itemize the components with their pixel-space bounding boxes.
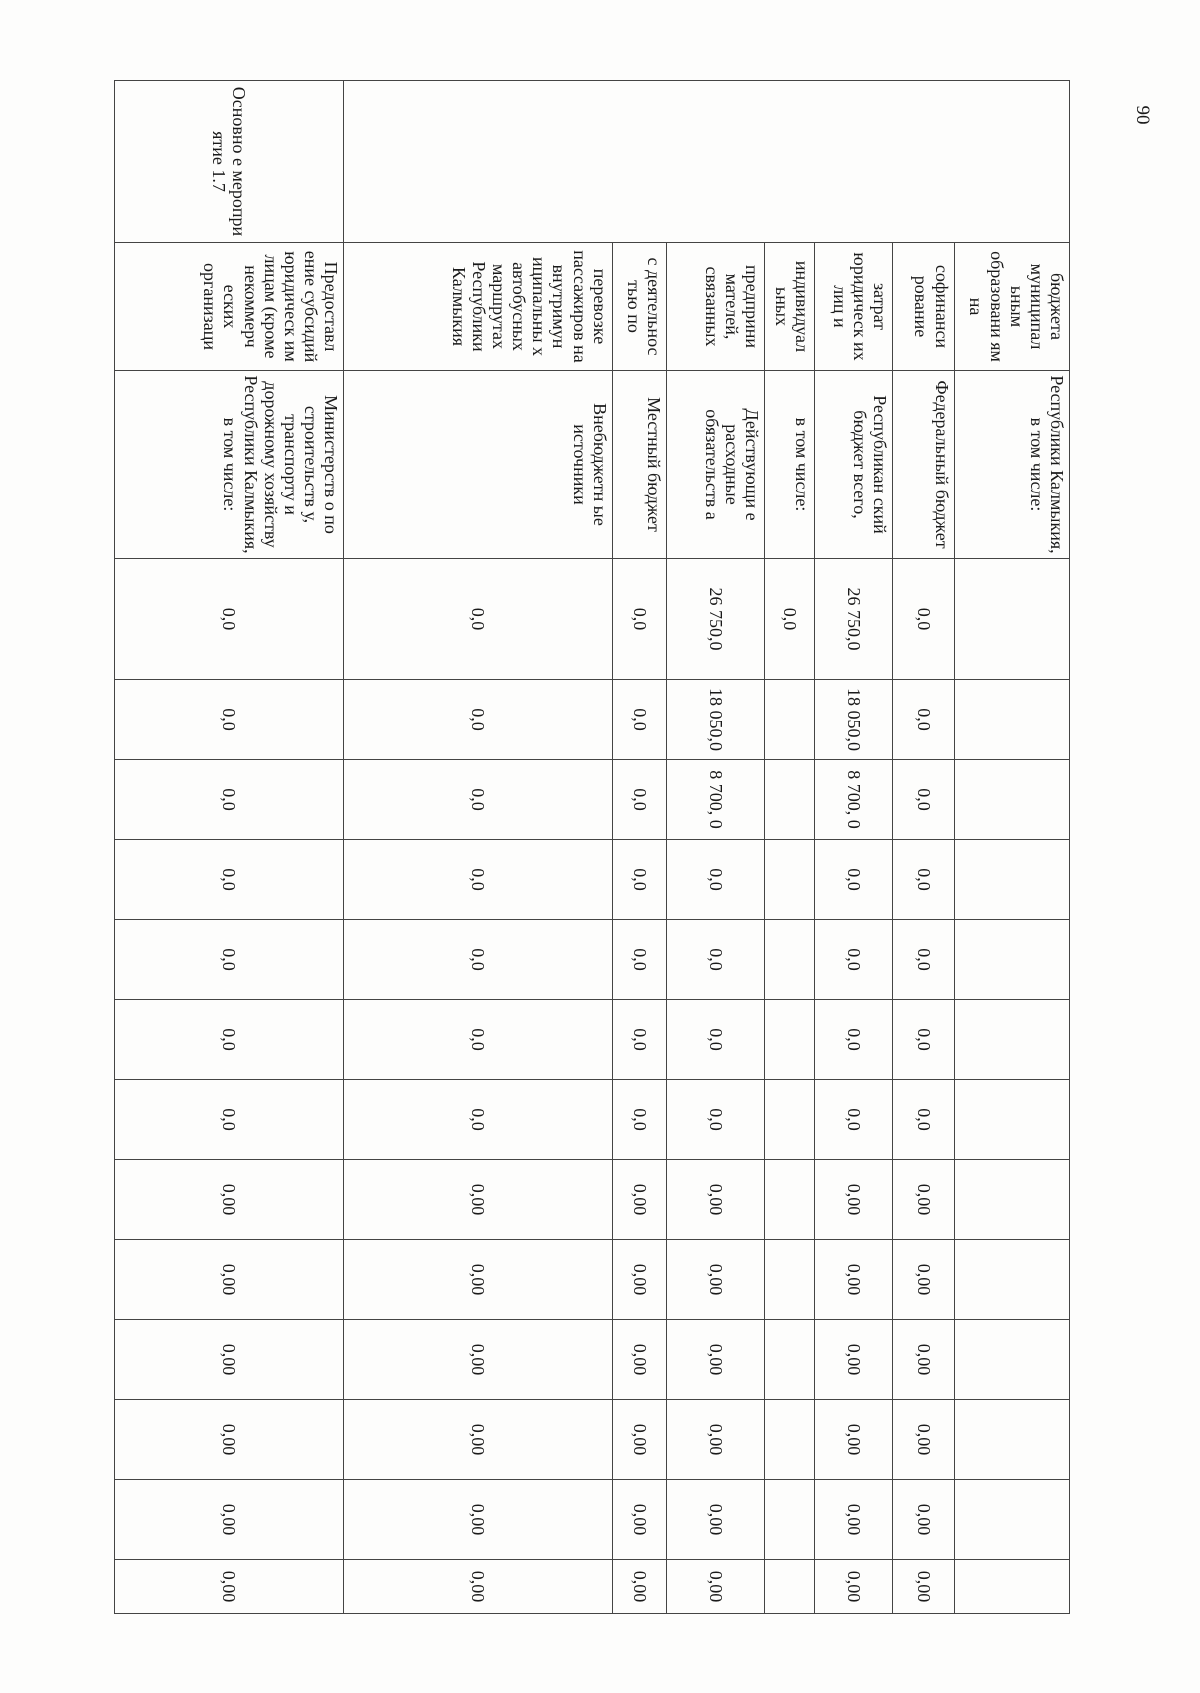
table-row <box>667 81 765 1614</box>
value-cell: 0,0 <box>667 1000 765 1080</box>
value-cell: 0,0 <box>667 1080 765 1160</box>
value-cell: 0,0 <box>893 760 954 840</box>
value-cell: 0,00 <box>893 1240 954 1320</box>
value-cell: 0,00 <box>667 1560 765 1614</box>
value-cell <box>954 840 1069 920</box>
value-cell: 0,00 <box>893 1560 954 1614</box>
value-cell <box>954 1400 1069 1480</box>
value-cell <box>765 1480 814 1560</box>
value-cell: 0,00 <box>612 1560 667 1614</box>
value-cell: 0,00 <box>612 1400 667 1480</box>
table-row <box>115 81 344 1614</box>
table-row <box>765 81 814 1614</box>
value-cell: 0,0 <box>612 680 667 760</box>
value-cell <box>765 760 814 840</box>
value-cell <box>765 1560 814 1614</box>
value-cell: 0,0 <box>344 920 612 1000</box>
funding-source: Внебюджетн ые источники <box>344 371 612 559</box>
value-cell: 0,0 <box>612 1000 667 1080</box>
value-cell: 0,00 <box>344 1560 612 1614</box>
value-cell <box>765 1080 814 1160</box>
value-cell: 0,0 <box>893 559 954 680</box>
value-cell: 0,00 <box>115 1560 344 1614</box>
value-cell: 0,0 <box>814 1000 893 1080</box>
value-cell <box>765 680 814 760</box>
value-cell: 0,00 <box>814 1240 893 1320</box>
value-cell: 0,0 <box>765 559 814 680</box>
value-cell: 0,00 <box>893 1480 954 1560</box>
value-cell: 0,00 <box>344 1240 612 1320</box>
value-cell: 0,0 <box>344 559 612 680</box>
measure-name-segment: предприни мателей, связанных <box>667 243 765 371</box>
value-cell: 0,0 <box>115 1000 344 1080</box>
value-cell: 0,00 <box>115 1160 344 1240</box>
value-cell <box>765 1320 814 1400</box>
value-cell <box>954 1000 1069 1080</box>
funding-source: Республики Калмыкия, в том числе: <box>954 371 1069 559</box>
value-cell <box>954 760 1069 840</box>
financing-table <box>114 80 1070 1614</box>
value-cell: 18 050,0 <box>814 680 893 760</box>
value-cell: 0,0 <box>344 1000 612 1080</box>
value-cell: 0,0 <box>893 1080 954 1160</box>
value-cell: 0,0 <box>115 840 344 920</box>
value-cell: 0,0 <box>667 840 765 920</box>
value-cell: 0,0 <box>115 680 344 760</box>
value-cell: 0,0 <box>814 840 893 920</box>
value-cell: 0,0 <box>344 760 612 840</box>
value-cell: 0,0 <box>115 920 344 1000</box>
measure-name-segment: перевозке пассажиров на внутримун иципальны х автобусных маршрутах Республики Калмыкия <box>344 243 612 371</box>
funding-source: Местный бюджет <box>612 371 667 559</box>
value-cell <box>954 920 1069 1000</box>
value-cell: 0,00 <box>814 1560 893 1614</box>
value-cell <box>954 1080 1069 1160</box>
rotated-table-wrapper <box>114 80 1070 1614</box>
value-cell: 0,0 <box>344 680 612 760</box>
value-cell: 0,0 <box>115 559 344 680</box>
value-cell: 0,00 <box>814 1320 893 1400</box>
value-cell <box>954 1240 1069 1320</box>
value-cell <box>954 1480 1069 1560</box>
value-cell <box>765 840 814 920</box>
funding-source: Министерств о по строительств у, транспорту и дорожному хозяйству Республики Калмыкия, в том числе: <box>115 371 344 559</box>
value-cell: 0,00 <box>344 1400 612 1480</box>
value-cell: 0,00 <box>344 1480 612 1560</box>
value-cell: 0,0 <box>612 1080 667 1160</box>
value-cell: 0,00 <box>115 1400 344 1480</box>
measure-name-segment: софинанси рование <box>893 243 954 371</box>
value-cell: 0,00 <box>814 1480 893 1560</box>
funding-source: Действующи е расходные обязательств а <box>667 371 765 559</box>
value-cell <box>765 1160 814 1240</box>
value-cell: 0,0 <box>814 1080 893 1160</box>
value-cell: 0,0 <box>893 1000 954 1080</box>
value-cell: 0,00 <box>115 1480 344 1560</box>
value-cell: 0,00 <box>814 1400 893 1480</box>
measure-code-cell-empty <box>344 81 1070 243</box>
measure-name-segment: бюджета муниципал ьным образовани ям на <box>954 243 1069 371</box>
table-row <box>893 81 954 1614</box>
value-cell: 0,0 <box>344 1080 612 1160</box>
measure-name-segment: затрат юридическ их лиц и <box>814 243 893 371</box>
funding-source: в том числе: <box>765 371 814 559</box>
value-cell <box>954 559 1069 680</box>
value-cell: 8 700, 0 <box>667 760 765 840</box>
value-cell: 0,00 <box>893 1160 954 1240</box>
value-cell: 0,0 <box>115 1080 344 1160</box>
value-cell: 0,0 <box>814 920 893 1000</box>
value-cell <box>765 920 814 1000</box>
table-row <box>954 81 1069 1614</box>
value-cell: 0,0 <box>893 680 954 760</box>
value-cell: 0,0 <box>893 840 954 920</box>
measure-name-segment: индивидуал ьных <box>765 243 814 371</box>
value-cell <box>954 1320 1069 1400</box>
value-cell: 0,00 <box>344 1160 612 1240</box>
value-cell: 0,00 <box>667 1320 765 1400</box>
funding-source: Федеральный бюджет <box>893 371 954 559</box>
value-cell: 0,0 <box>612 559 667 680</box>
value-cell <box>765 1240 814 1320</box>
value-cell: 0,00 <box>667 1160 765 1240</box>
table-row <box>814 81 893 1614</box>
page-number: 90 <box>1132 105 1153 125</box>
value-cell: 0,00 <box>612 1160 667 1240</box>
value-cell: 0,00 <box>667 1400 765 1480</box>
funding-source: Республикан ский бюджет всего, <box>814 371 893 559</box>
value-cell: 0,00 <box>612 1240 667 1320</box>
value-cell: 26 750,0 <box>814 559 893 680</box>
value-cell: 0,00 <box>612 1480 667 1560</box>
value-cell: 0,00 <box>344 1320 612 1400</box>
value-cell <box>954 1560 1069 1614</box>
value-cell: 0,0 <box>612 760 667 840</box>
value-cell <box>765 1400 814 1480</box>
value-cell: 0,0 <box>344 840 612 920</box>
value-cell: 0,0 <box>115 760 344 840</box>
value-cell: 0,00 <box>893 1320 954 1400</box>
value-cell <box>954 1160 1069 1240</box>
measure-name-segment: с деятельнос тью по <box>612 243 667 371</box>
value-cell: 0,00 <box>667 1240 765 1320</box>
measure-name-segment: Предоставл ение субсидий юридическ им лицам (кроме некоммерч еских организаци <box>115 243 344 371</box>
value-cell: 0,00 <box>115 1240 344 1320</box>
value-cell: 0,00 <box>893 1400 954 1480</box>
value-cell: 0,0 <box>612 840 667 920</box>
value-cell: 8 700, 0 <box>814 760 893 840</box>
value-cell: 0,00 <box>612 1320 667 1400</box>
value-cell: 18 050,0 <box>667 680 765 760</box>
value-cell: 0,0 <box>893 920 954 1000</box>
value-cell: 26 750,0 <box>667 559 765 680</box>
value-cell: 0,0 <box>612 920 667 1000</box>
value-cell: 0,00 <box>115 1320 344 1400</box>
value-cell: 0,00 <box>667 1480 765 1560</box>
measure-code: Основно е меропри ятие 1.7 <box>115 81 344 243</box>
value-cell <box>954 680 1069 760</box>
value-cell: 0,00 <box>814 1160 893 1240</box>
table-row <box>612 81 667 1614</box>
value-cell: 0,0 <box>667 920 765 1000</box>
table-row <box>344 81 612 1614</box>
value-cell <box>765 1000 814 1080</box>
